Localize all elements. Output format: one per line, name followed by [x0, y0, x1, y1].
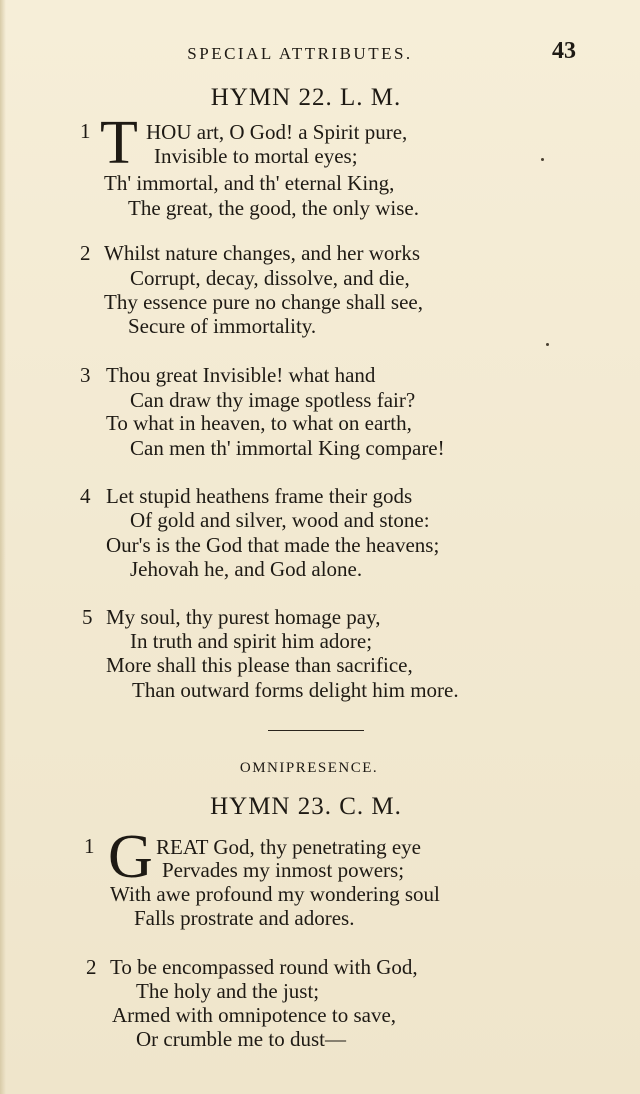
hymn-22-v4-line-2: Of gold and silver, wood and stone: — [130, 508, 430, 532]
hymn-22-v1-line-2: Invisible to mortal eyes; — [154, 144, 358, 168]
running-head: SPECIAL ATTRIBUTES. — [187, 44, 413, 63]
hymn-22-verse-2-number: 2 — [80, 241, 91, 265]
hymn-22-verse-5-number: 5 — [82, 605, 93, 629]
page-edge-shadow — [0, 0, 6, 1094]
print-speck — [546, 343, 549, 346]
hymn-22-v4-line-3: Our's is the God that made the heavens; — [106, 533, 440, 557]
hymn-22-v2-line-4: Secure of immortality. — [128, 314, 317, 338]
hymn-22-verse-1-number: 1 — [80, 119, 91, 143]
hymn-22-v3-line-2: Can draw thy image spotless fair? — [130, 388, 416, 412]
hymn-23-title: HYMN 23. C. M. — [210, 793, 402, 820]
hymn-22-verse-3-number: 3 — [80, 363, 91, 387]
hymn-23-v1-line-2: Pervades my inmost powers; — [162, 858, 405, 882]
hymn-22-v2-line-3: Thy essence pure no change shall see, — [104, 290, 423, 314]
hymn-22-v3-line-1: Thou great Invisible! what hand — [106, 363, 376, 387]
hymn-22-v4-line-4: Jehovah he, and God alone. — [130, 557, 363, 581]
hymn-22-v5-line-2: In truth and spirit him adore; — [130, 629, 373, 653]
hymn-22-title: HYMN 22. L. M. — [210, 84, 402, 111]
print-speck — [541, 158, 544, 161]
hymn-22-verse-4-number: 4 — [80, 484, 91, 508]
hymn-22-v2-line-2: Corrupt, decay, dissolve, and die, — [130, 266, 410, 290]
page-number: 43 — [552, 38, 576, 64]
hymn-23-dropcap: G — [108, 823, 153, 891]
hymn-23-v1-line-1: REAT God, thy penetrating eye — [156, 835, 421, 859]
hymn-22-v3-line-4: Can men th' immortal King compare! — [130, 436, 445, 460]
hymn-22-v2-line-1: Whilst nature changes, and her works — [104, 241, 421, 265]
hymn-23-v2-line-4: Or crumble me to dust— — [136, 1027, 346, 1051]
hymn-22-dropcap: T — [100, 109, 138, 177]
hymn-22-v3-line-3: To what in heaven, to what on earth, — [106, 411, 412, 435]
hymn-22-v1-line-1: HOU art, O God! a Spirit pure, — [146, 120, 408, 144]
section-divider-rule — [268, 730, 364, 731]
hymn-22-v5-line-3: More shall this please than sacrifice, — [106, 653, 413, 677]
hymn-23-verse-1-number: 1 — [84, 834, 95, 858]
hymn-23-verse-2-number: 2 — [86, 955, 97, 979]
hymn-23-v2-line-2: The holy and the just; — [136, 979, 320, 1003]
section-title: OMNIPRESENCE. — [239, 760, 379, 776]
hymn-22-v1-line-4: The great, the good, the only wise. — [128, 196, 420, 220]
hymn-22-v5-line-1: My soul, thy purest homage pay, — [106, 605, 381, 629]
hymn-23-v2-line-1: To be encompassed round with God, — [110, 955, 418, 979]
hymn-23-v1-line-4: Falls prostrate and adores. — [134, 906, 355, 930]
hymn-22-v4-line-1: Let stupid heathens frame their gods — [106, 484, 413, 508]
hymn-23-v1-line-3: With awe profound my wondering soul — [110, 882, 440, 906]
hymn-23-v2-line-3: Armed with omnipotence to save, — [112, 1003, 397, 1027]
hymn-22-v1-line-3: Th' immortal, and th' eternal King, — [104, 171, 395, 195]
hymn-22-v5-line-4: Than outward forms delight him more. — [132, 678, 459, 702]
